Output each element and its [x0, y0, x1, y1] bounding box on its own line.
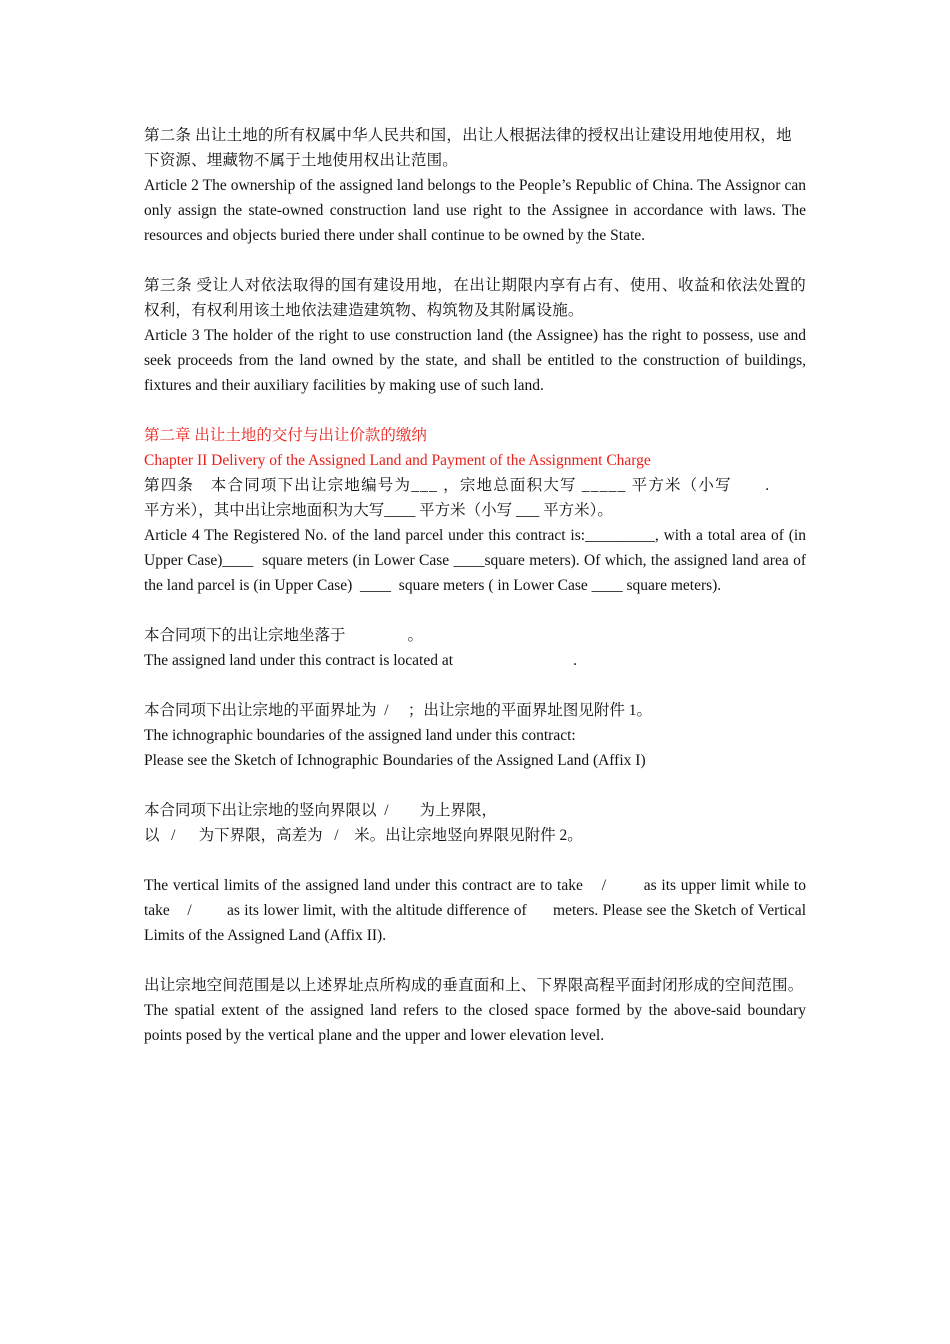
article-4-chinese-line-2: 平方米），其中出让宗地面积为大写____ 平方米（小写 ___ 平方米）。: [144, 502, 613, 519]
article-2-chinese: 第二条 出让土地的所有权属中华人民共和国，出让人根据法律的授权出让建设用地使用权，地下资源、埋藏物不属于土地使用权出让范围。: [144, 127, 792, 169]
spatial-extent-english: The spatial extent of the assigned land refers to the closed space formed by the above-said boundary points posed by the vertical plane and the upper and lower elevation level.: [144, 1002, 806, 1044]
spatial-extent-chinese: 出让宗地空间范围是以上述界址点所构成的垂直面和上、下界限高程平面封闭形成的空间范围。: [144, 977, 804, 994]
vertical-limits-chinese-line-2: 以 / 为下界限，高差为 / 米。出让宗地竖向界限见附件 2。: [144, 827, 583, 844]
document-page: [144, 123, 810, 1048]
boundary-chinese: 本合同项下出让宗地的平面界址为 / ；出让宗地的平面界址图见附件 1。: [144, 702, 653, 719]
vertical-limits-chinese-line-1: 本合同项下出让宗地的竖向界限以 / 为上界限，: [144, 802, 498, 819]
spacer: [144, 673, 806, 698]
spacer: [144, 248, 806, 273]
spacer: [144, 598, 806, 623]
location-chinese: 本合同项下的出让宗地坐落于 。: [144, 627, 424, 644]
spacer: [144, 948, 806, 973]
chapter-2-heading-chinese: 第二章 出让土地的交付与出让价款的缴纳: [144, 427, 427, 444]
article-4-chinese-line-1: 第四条 本合同项下出让宗地编号为___ ，宗地总面积大写 _____ 平方米（小写 .: [144, 477, 771, 494]
spacer: [144, 848, 806, 873]
chapter-2-heading-english: Chapter II Delivery of the Assigned Land and Payment of the Assignment Charge: [144, 452, 651, 469]
location-english: The assigned land under this contract is located at .: [144, 652, 578, 669]
article-4-english: Article 4 The Registered No. of the land parcel under this contract is:_________, with a total area of (in Upper Case)____ square meters (in Lower Case ____square meters). Of which, the assigned land area of the land parcel is (in Upper Case) ____ square meters ( in Lower Case ____ square meters).: [144, 527, 810, 594]
spacer: [144, 773, 806, 798]
boundary-english-line-1: The ichnographic boundaries of the assigned land under this contract:: [144, 727, 576, 744]
article-3-english: Article 3 The holder of the right to use construction land (the Assignee) has the right to possess, use and seek proceeds from the land owned by the state, and shall be entitled to the construction of buildings, fixtures and their auxiliary facilities by making use of such land.: [144, 327, 806, 394]
spacer: [144, 398, 806, 423]
article-3-chinese: 第三条 受让人对依法取得的国有建设用地，在出让期限内享有占有、使用、收益和依法处置的权利，有权利用该土地依法建造建筑物、构筑物及其附属设施。: [144, 277, 806, 319]
vertical-limits-english: The vertical limits of the assigned land under this contract are to take / as its upper limit while to take / as its lower limit, with the altitude difference of meters. Please see the Sketch of Vertical Limits of the Assigned Land (Affix II).: [144, 877, 810, 944]
article-2-english: Article 2 The ownership of the assigned land belongs to the People’s Republic of China. The Assignor can only assign the state-owned construction land use right to the Assignee in accordance with laws. The resources and objects buried there under shall continue to be owned by the State.: [144, 177, 806, 244]
boundary-english-line-2: Please see the Sketch of Ichnographic Boundaries of the Assigned Land (Affix I): [144, 752, 646, 769]
